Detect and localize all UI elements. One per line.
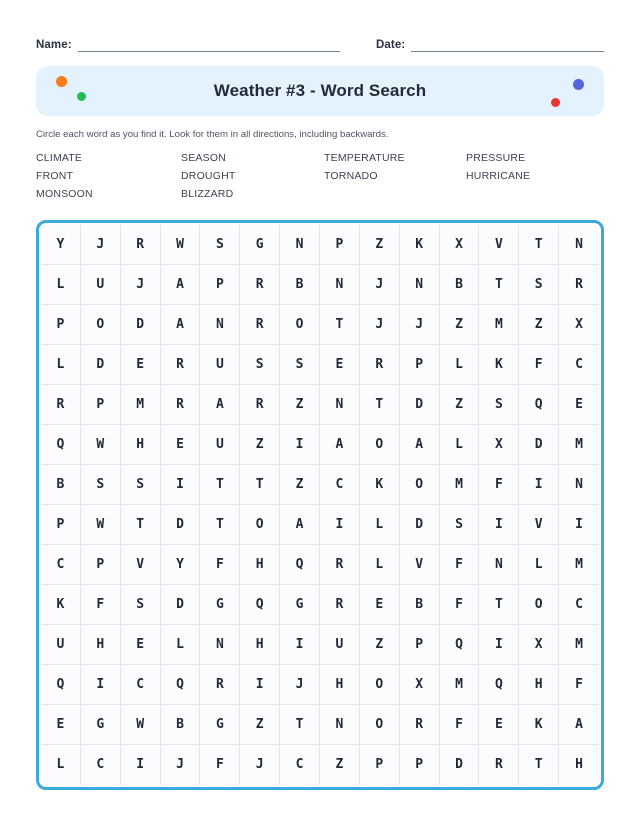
name-field	[36, 38, 376, 52]
grid-cell[interactable]: F	[200, 545, 240, 585]
grid-cell[interactable]: Y	[161, 545, 201, 585]
green-dot-icon	[77, 92, 86, 101]
grid-cell[interactable]: R	[200, 665, 240, 705]
grid-cell[interactable]: K	[400, 225, 440, 265]
grid-cell[interactable]: I	[479, 625, 519, 665]
grid-cell[interactable]: R	[240, 305, 280, 345]
grid-cell[interactable]: Y	[41, 225, 81, 265]
grid-cell[interactable]: R	[161, 385, 201, 425]
grid-cell[interactable]: T	[121, 505, 161, 545]
grid-cell[interactable]: I	[240, 665, 280, 705]
grid-cell[interactable]: A	[559, 705, 599, 745]
grid-cell[interactable]: N	[200, 625, 240, 665]
grid-cell[interactable]: G	[240, 225, 280, 265]
grid-cell[interactable]: F	[440, 585, 480, 625]
grid-cell[interactable]: P	[320, 225, 360, 265]
grid-cell[interactable]: M	[559, 545, 599, 585]
grid-cell[interactable]: O	[280, 305, 320, 345]
orange-dot-icon	[56, 76, 67, 87]
grid-cell[interactable]: T	[519, 745, 559, 785]
grid-cell[interactable]: S	[479, 385, 519, 425]
grid-cell[interactable]: X	[440, 225, 480, 265]
grid-cell[interactable]: I	[280, 625, 320, 665]
grid-cell[interactable]: H	[121, 425, 161, 465]
grid-cell[interactable]: W	[121, 705, 161, 745]
grid-cell[interactable]: D	[161, 585, 201, 625]
grid-cell[interactable]: T	[280, 705, 320, 745]
name-input-line[interactable]	[78, 38, 340, 52]
grid-cell[interactable]: X	[479, 425, 519, 465]
grid-cell[interactable]: N	[320, 705, 360, 745]
grid-cell[interactable]: L	[360, 505, 400, 545]
grid-cell[interactable]: N	[280, 225, 320, 265]
grid-cell[interactable]: D	[519, 425, 559, 465]
grid-cell[interactable]: Q	[41, 665, 81, 705]
grid-cell[interactable]: J	[280, 665, 320, 705]
word-item[interactable]: TEMPERATURE	[324, 151, 405, 164]
grid-cell[interactable]: C	[121, 665, 161, 705]
word-item[interactable]: HURRICANE	[466, 169, 531, 182]
grid-cell[interactable]: H	[559, 745, 599, 785]
grid-cell[interactable]: Z	[440, 385, 480, 425]
grid-cell[interactable]: N	[200, 305, 240, 345]
puzzle-grid-container	[36, 220, 604, 790]
grid-cell[interactable]: P	[400, 745, 440, 785]
grid-cell[interactable]: O	[240, 505, 280, 545]
grid-cell[interactable]: H	[519, 665, 559, 705]
grid-cell[interactable]: L	[161, 625, 201, 665]
grid-cell[interactable]: O	[360, 665, 400, 705]
instructions-text: Circle each word as you find it. Look for them in all directions, including backwards.	[36, 129, 389, 140]
grid-cell[interactable]: N	[320, 265, 360, 305]
grid-cell[interactable]: W	[161, 225, 201, 265]
page-title: Weather #3 - Word Search	[213, 81, 427, 100]
grid-cell[interactable]: J	[81, 225, 121, 265]
word-item[interactable]: DROUGHT	[181, 169, 236, 182]
grid-cell[interactable]: V	[479, 225, 519, 265]
grid-cell[interactable]: A	[200, 385, 240, 425]
word-item[interactable]: PRESSURE	[466, 151, 526, 164]
grid-cell[interactable]: F	[559, 665, 599, 705]
grid-cell[interactable]: M	[559, 625, 599, 665]
grid-cell[interactable]: I	[559, 505, 599, 545]
grid-cell[interactable]: F	[440, 545, 480, 585]
grid-cell[interactable]: R	[479, 745, 519, 785]
grid-cell[interactable]: D	[400, 505, 440, 545]
grid-cell[interactable]: K	[519, 705, 559, 745]
grid-cell[interactable]: L	[41, 345, 81, 385]
grid-cell[interactable]: B	[41, 465, 81, 505]
grid-cell[interactable]: P	[360, 745, 400, 785]
grid-cell[interactable]: C	[280, 745, 320, 785]
date-label: Date:	[376, 39, 406, 51]
grid-cell[interactable]: Q	[280, 545, 320, 585]
grid-cell[interactable]: R	[121, 225, 161, 265]
grid-cell[interactable]: F	[440, 705, 480, 745]
grid-cell[interactable]: M	[440, 465, 480, 505]
grid-cell[interactable]: E	[121, 345, 161, 385]
grid-cell[interactable]: E	[479, 705, 519, 745]
date-input-line[interactable]	[411, 38, 604, 52]
grid-cell[interactable]: J	[360, 265, 400, 305]
grid-cell[interactable]: F	[479, 465, 519, 505]
grid-cell[interactable]: H	[320, 665, 360, 705]
grid-cell[interactable]: P	[41, 505, 81, 545]
grid-cell[interactable]: X	[400, 665, 440, 705]
grid-cell[interactable]: G	[280, 585, 320, 625]
word-item[interactable]: MONSOON	[36, 187, 93, 200]
grid-cell[interactable]: I	[280, 425, 320, 465]
grid-cell[interactable]: U	[41, 625, 81, 665]
grid-cell[interactable]: Q	[519, 385, 559, 425]
grid-cell[interactable]: T	[479, 585, 519, 625]
grid-cell[interactable]: U	[200, 345, 240, 385]
word-list	[36, 151, 604, 202]
word-item[interactable]: FRONT	[36, 169, 74, 182]
grid-cell[interactable]: G	[81, 705, 121, 745]
grid-cell[interactable]: H	[240, 625, 280, 665]
grid-cell[interactable]: Z	[280, 385, 320, 425]
grid-cell[interactable]: M	[559, 425, 599, 465]
grid-cell[interactable]: P	[400, 345, 440, 385]
name-label: Name:	[36, 39, 72, 51]
grid-cell[interactable]: E	[161, 425, 201, 465]
grid-cell[interactable]: D	[121, 305, 161, 345]
word-item[interactable]: BLIZZARD	[181, 187, 234, 200]
grid-cell[interactable]: L	[360, 545, 400, 585]
grid-cell[interactable]: S	[81, 465, 121, 505]
grid-cell[interactable]: L	[440, 425, 480, 465]
grid-cell[interactable]: I	[161, 465, 201, 505]
grid-cell[interactable]: T	[240, 465, 280, 505]
grid-cell[interactable]: S	[440, 505, 480, 545]
grid-cell[interactable]: I	[519, 465, 559, 505]
grid-cell[interactable]: I	[121, 745, 161, 785]
word-item[interactable]: CLIMATE	[36, 151, 83, 164]
grid-cell[interactable]: L	[440, 345, 480, 385]
word-item[interactable]: SEASON	[181, 151, 226, 164]
grid-cell[interactable]: T	[479, 265, 519, 305]
grid-cell[interactable]: J	[240, 745, 280, 785]
grid-cell[interactable]: P	[200, 265, 240, 305]
grid-cell[interactable]: J	[161, 745, 201, 785]
grid-cell[interactable]: D	[81, 345, 121, 385]
grid-cell[interactable]: B	[161, 705, 201, 745]
grid-cell[interactable]: Z	[440, 305, 480, 345]
grid-cell[interactable]: L	[41, 265, 81, 305]
grid-cell[interactable]: K	[360, 465, 400, 505]
grid-cell[interactable]: Q	[41, 425, 81, 465]
grid-cell[interactable]: S	[200, 225, 240, 265]
grid-cell[interactable]: V	[121, 545, 161, 585]
grid-cell[interactable]: N	[400, 265, 440, 305]
title-banner	[36, 66, 604, 116]
grid-cell[interactable]: E	[360, 585, 400, 625]
grid-cell[interactable]: D	[440, 745, 480, 785]
grid-cell[interactable]: R	[240, 385, 280, 425]
grid-cell[interactable]: I	[81, 665, 121, 705]
grid-cell[interactable]: Z	[280, 465, 320, 505]
grid-cell[interactable]: P	[400, 625, 440, 665]
grid-cell[interactable]: U	[200, 425, 240, 465]
grid-cell[interactable]: Z	[360, 225, 400, 265]
grid-cell[interactable]: T	[200, 465, 240, 505]
grid-cell[interactable]: R	[161, 345, 201, 385]
grid-cell[interactable]: Z	[320, 745, 360, 785]
grid-cell[interactable]: T	[200, 505, 240, 545]
grid-cell[interactable]: R	[320, 545, 360, 585]
grid-cell[interactable]: N	[320, 385, 360, 425]
grid-cell[interactable]: J	[400, 305, 440, 345]
grid-cell[interactable]: R	[240, 265, 280, 305]
grid-cell[interactable]: A	[320, 425, 360, 465]
grid-cell[interactable]: V	[400, 545, 440, 585]
grid-cell[interactable]: C	[320, 465, 360, 505]
grid-cell[interactable]: L	[41, 745, 81, 785]
grid-cell[interactable]: I	[320, 505, 360, 545]
grid-cell[interactable]: N	[559, 465, 599, 505]
grid-cell[interactable]: R	[41, 385, 81, 425]
grid-cell[interactable]: X	[519, 625, 559, 665]
grid-cell[interactable]: E	[121, 625, 161, 665]
grid-cell[interactable]: T	[320, 305, 360, 345]
grid-cell[interactable]: T	[519, 225, 559, 265]
grid-cell[interactable]: B	[280, 265, 320, 305]
grid-cell[interactable]: R	[320, 585, 360, 625]
grid-cell[interactable]: O	[360, 425, 400, 465]
grid-cell[interactable]: O	[360, 705, 400, 745]
grid-cell[interactable]: S	[121, 465, 161, 505]
blue-dot-icon	[573, 79, 584, 90]
grid-cell[interactable]: E	[41, 705, 81, 745]
grid-cell[interactable]: G	[200, 705, 240, 745]
grid-cell[interactable]: B	[400, 585, 440, 625]
grid-cell[interactable]: S	[519, 265, 559, 305]
grid-cell[interactable]: A	[280, 505, 320, 545]
grid-cell[interactable]: A	[400, 425, 440, 465]
grid-cell[interactable]: J	[121, 265, 161, 305]
grid-cell[interactable]: Q	[161, 665, 201, 705]
grid-cell[interactable]: K	[479, 345, 519, 385]
grid-cell[interactable]: K	[41, 585, 81, 625]
grid-cell[interactable]: M	[121, 385, 161, 425]
grid-cell[interactable]: Z	[360, 625, 400, 665]
grid-cell[interactable]: S	[240, 345, 280, 385]
grid-cell[interactable]: U	[81, 265, 121, 305]
grid-cell[interactable]: M	[479, 305, 519, 345]
grid-cell[interactable]: E	[559, 385, 599, 425]
word-item[interactable]: TORNADO	[324, 169, 378, 182]
grid-cell[interactable]: E	[320, 345, 360, 385]
puzzle-grid[interactable]	[41, 225, 599, 785]
grid-cell[interactable]: Z	[519, 305, 559, 345]
grid-cell[interactable]: O	[81, 305, 121, 345]
grid-cell[interactable]: V	[519, 505, 559, 545]
grid-cell[interactable]: P	[81, 385, 121, 425]
grid-cell[interactable]: O	[400, 465, 440, 505]
date-field	[376, 38, 604, 52]
grid-cell[interactable]: F	[81, 585, 121, 625]
grid-cell[interactable]: F	[519, 345, 559, 385]
grid-cell[interactable]: Q	[240, 585, 280, 625]
grid-cell[interactable]: X	[559, 305, 599, 345]
grid-cell[interactable]: W	[81, 425, 121, 465]
grid-cell[interactable]: Q	[440, 625, 480, 665]
grid-cell[interactable]: C	[81, 745, 121, 785]
grid-cell[interactable]: H	[240, 545, 280, 585]
grid-cell[interactable]: R	[360, 345, 400, 385]
grid-cell[interactable]: J	[360, 305, 400, 345]
red-dot-icon	[551, 98, 560, 107]
grid-cell[interactable]: D	[161, 505, 201, 545]
grid-cell[interactable]: R	[559, 265, 599, 305]
grid-cell[interactable]: A	[161, 265, 201, 305]
grid-cell[interactable]: G	[200, 585, 240, 625]
grid-cell[interactable]: R	[400, 705, 440, 745]
grid-cell[interactable]: L	[519, 545, 559, 585]
grid-cell[interactable]: W	[81, 505, 121, 545]
grid-cell[interactable]: C	[559, 345, 599, 385]
grid-cell[interactable]: F	[200, 745, 240, 785]
grid-cell[interactable]: C	[559, 585, 599, 625]
grid-cell[interactable]: N	[479, 545, 519, 585]
grid-cell[interactable]: P	[81, 545, 121, 585]
grid-cell[interactable]: Z	[240, 425, 280, 465]
grid-cell[interactable]: O	[519, 585, 559, 625]
grid-cell[interactable]: Q	[479, 665, 519, 705]
grid-cell[interactable]: T	[360, 385, 400, 425]
grid-cell[interactable]: P	[41, 305, 81, 345]
grid-cell[interactable]: N	[559, 225, 599, 265]
grid-cell[interactable]: B	[440, 265, 480, 305]
grid-cell[interactable]: S	[121, 585, 161, 625]
grid-cell[interactable]: M	[440, 665, 480, 705]
grid-cell[interactable]: Z	[240, 705, 280, 745]
grid-cell[interactable]: A	[161, 305, 201, 345]
grid-cell[interactable]: C	[41, 545, 81, 585]
student-info-row	[36, 0, 604, 52]
grid-cell[interactable]: D	[400, 385, 440, 425]
grid-cell[interactable]: S	[280, 345, 320, 385]
grid-cell[interactable]: H	[81, 625, 121, 665]
grid-cell[interactable]: U	[320, 625, 360, 665]
grid-cell[interactable]: I	[479, 505, 519, 545]
